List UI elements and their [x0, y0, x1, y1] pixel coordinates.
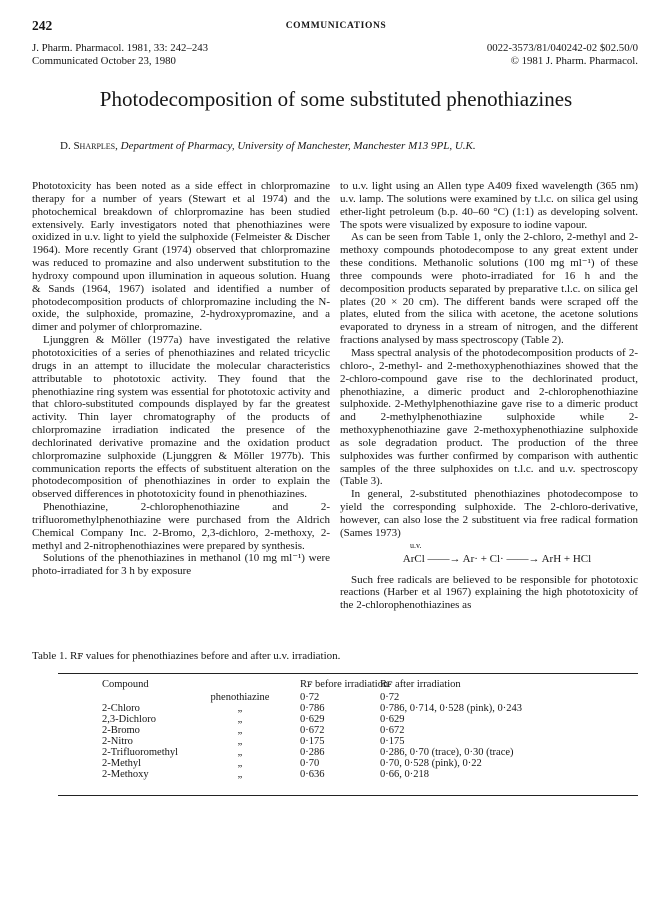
- author-line: [60, 140, 620, 152]
- table-cell: 0·175: [380, 736, 405, 747]
- table-cell: 0·70: [300, 758, 320, 769]
- table-cell: „: [237, 769, 243, 780]
- table-row: [102, 725, 662, 736]
- table-cell: 0·786: [300, 703, 325, 714]
- paragraph: Solutions of the phenothiazines in methanol (10 mg ml⁻¹) were photo-irradiated for 3 h by exposure: [32, 552, 330, 578]
- table-row: [102, 714, 662, 725]
- running-head: COMMUNICATIONS: [285, 21, 387, 31]
- table-cell: 0·672: [300, 725, 325, 736]
- paragraph: Such free radicals are believed to be responsible for phototoxic reactions (Harber et al 1967) explaining the high phototoxicity of the 2-chlorophenothiazines as: [340, 573, 638, 612]
- table-cell: phenothiazine: [210, 692, 270, 703]
- table-cell: 0·72: [300, 692, 320, 703]
- table-cell: 0·636: [300, 769, 325, 780]
- table-cell: 0·72: [380, 692, 400, 703]
- table-cell: 2,3-Dichloro: [102, 714, 156, 725]
- table-row: [102, 758, 662, 769]
- table-row: [102, 692, 662, 703]
- table-cell: „: [237, 714, 243, 725]
- paragraph: to u.v. light using an Allen type A409 fixed wavelength (365 nm) u.v. lamp. The solutions were examined by t.l.c. on silica gel using ether-light petroleum (b.p. 40–60 °C) (1:1) as developing solvent. The spots were visualized by exposure to iodine vapour.: [340, 180, 638, 231]
- paragraph: Phenothiazine, 2-chlorophenothiazine and 2-trifluoromethylphenothiazine were purchased from the Aldrich Chemical Company Inc. 2-Bromo, 2,3-dichloro, 2-methoxy, 2-methyl and 2-nitrophenothiazines were prepared by synthesis.: [32, 501, 330, 552]
- table-cell: 0·66, 0·218: [380, 769, 429, 780]
- table-cell: „: [237, 758, 243, 769]
- table-cell: „: [237, 725, 243, 736]
- table-cell: 2-Chloro: [102, 703, 140, 714]
- table-row: [102, 736, 662, 747]
- table-cell: 2-Methyl: [102, 758, 142, 769]
- table-cell: 0·175: [300, 736, 325, 747]
- table-caption: Table 1. Rꜰ values for phenothiazines before and after u.v. irradiation.: [32, 650, 341, 662]
- table-cell: 2-Bromo: [102, 725, 140, 736]
- table-cell: 0·786, 0·714, 0·528 (pink), 0·243: [380, 703, 523, 714]
- author-name: D. Sharples,: [60, 140, 118, 152]
- citation-block: [32, 42, 208, 67]
- column-header: Compound: [102, 679, 149, 690]
- page-number: 242: [32, 18, 53, 33]
- table-top-rule: [58, 673, 638, 674]
- table-row: [102, 769, 662, 780]
- table-cell: 0·629: [300, 714, 325, 725]
- table-cell: 2-Trifluoromethyl: [102, 747, 179, 758]
- table-header-row: [102, 679, 662, 692]
- table-cell: „: [237, 747, 243, 758]
- copyright-block: [487, 42, 638, 67]
- article-title: Photodecomposition of some substituted phenothiazines: [99, 87, 573, 111]
- equation-condition: u.v.: [410, 540, 422, 550]
- table-bottom-rule: [58, 795, 638, 796]
- table-row: [102, 703, 662, 714]
- column-header: Rꜰ before irradiation: [300, 679, 389, 690]
- paragraph: Phototoxicity has been noted as a side effect in chlorpromazine therapy for a number of years (Stewart et al 1974) and the photochemical breakdown of chlorpromazine has been studied extensively. Early investigators noted that phenothiazines were oxidized in u.v. light to yield the sulphoxide (Felmeister & Discher 1964). More recently Grant (1974) observed that chlorpromazine was reduced to promazine and also underwent substitution to the hydroxy compound upon illumination in aqueous solution. Huang & Sands (1964, 1967) isolated and identified a number of photodecomposition products of chlorpromazine including the N-oxide, the sulphoxide, promazine, 2-hydroxypromazine, and a dimer and polymer of chlorpromazine.: [32, 180, 330, 334]
- reaction-equation: [340, 540, 638, 574]
- equation-text: ArCl ——→ Ar· + Cl· ——→ ArH + HCl: [402, 552, 592, 565]
- communicated-date: Communicated October 23, 1980: [32, 54, 176, 67]
- table-cell: „: [237, 703, 243, 714]
- author-affiliation: Department of Pharmacy, University of Manchester, Manchester M13 9PL, U.K.: [120, 140, 476, 152]
- table-row: [102, 747, 662, 758]
- right-column: [340, 180, 638, 612]
- paragraph: As can be seen from Table 1, only the 2-chloro, 2-methyl and 2-methoxy compounds photodecompose to any great extent under these conditions. Methanolic solutions (100 mg ml⁻¹) of these three compounds were photo-irradiated for 16 h and the decomposition products separated by preparative t.l.c. on silica gel plates (20 × 20 cm). The different bands were scraped off the plates, eluted from the silica with acetone, the acetone solutions evaporated to dryness in a stream of nitrogen, and the different fractions analysed by mass spectroscopy (Table 2).: [340, 231, 638, 347]
- table-cell: 2-Methoxy: [102, 769, 149, 780]
- paragraph: Mass spectral analysis of the photodecomposition products of 2-chloro-, 2-methyl- and 2-methoxyphenothiazines showed that the 2-chloro-compound gave rise to the dechlorinated product, phenothiazine, a dimeric product and 2-chlorophenothiazine sulphoxide. 2-Methylphenothiazine gave rise to a dimeric product and 2-methylphenothiazine sulphoxide while 2-methoxyphenothiazine gave 2-methoxyphenothiazine sulphoxide as sole degradation product. The production of the three sulphoxides was further confirmed by comparison with authentic samples of the three sulphoxides on t.l.c. and u.v. spectroscopy (Table 3).: [340, 346, 638, 488]
- table-cell: 2-Nitro: [102, 736, 133, 747]
- left-column: [32, 180, 330, 578]
- table-cell: 0·70, 0·528 (pink), 0·22: [380, 758, 482, 769]
- table-cell: „: [237, 736, 243, 747]
- citation-line: J. Pharm. Pharmacol. 1981, 33: 242–243: [32, 42, 209, 54]
- table-cell: 0·286, 0·70 (trace), 0·30 (trace): [380, 747, 514, 758]
- column-header: Rꜰ after irradiation: [380, 679, 461, 690]
- data-table: [102, 679, 662, 780]
- table-cell: 0·629: [380, 714, 405, 725]
- paragraph: In general, 2-substituted phenothiazines photodecompose to yield the corresponding sulphoxide. The 2-chloro-derivative, however, can also lose the 2 substituent via free radical formation (Sames 1973): [340, 488, 638, 539]
- paragraph: Ljunggren & Möller (1977a) have investigated the relative phototoxicities of a series of phenothiazines and related tricyclic drugs in an attempt to illucidate the molecular characteristics attributable to phototoxic activity. They found that the phenothiazine ring system was essential for phototoxic activity and that chloro-substituted compounds displayed by far the greatest activity. Thin layer chromatography of the products of chlorpromazine irradiation indicated the presence of the dechlorinated derivative promazine and the oxidation product chlorpromazine sulphoxide (Ljunggren & Möller 1977b). This communication reports the effects of substituent alteration on the photodecomposition of phenothiazines in order to explain the observed differences in phototoxicity found in phenothiazines.: [32, 334, 330, 501]
- issn-line: 0022-3573/81/040242-02 $02.50/0: [486, 42, 638, 54]
- copyright-line: © 1981 J. Pharm. Pharmacol.: [510, 54, 638, 67]
- table-cell: 0·286: [300, 747, 325, 758]
- table-cell: 0·672: [380, 725, 405, 736]
